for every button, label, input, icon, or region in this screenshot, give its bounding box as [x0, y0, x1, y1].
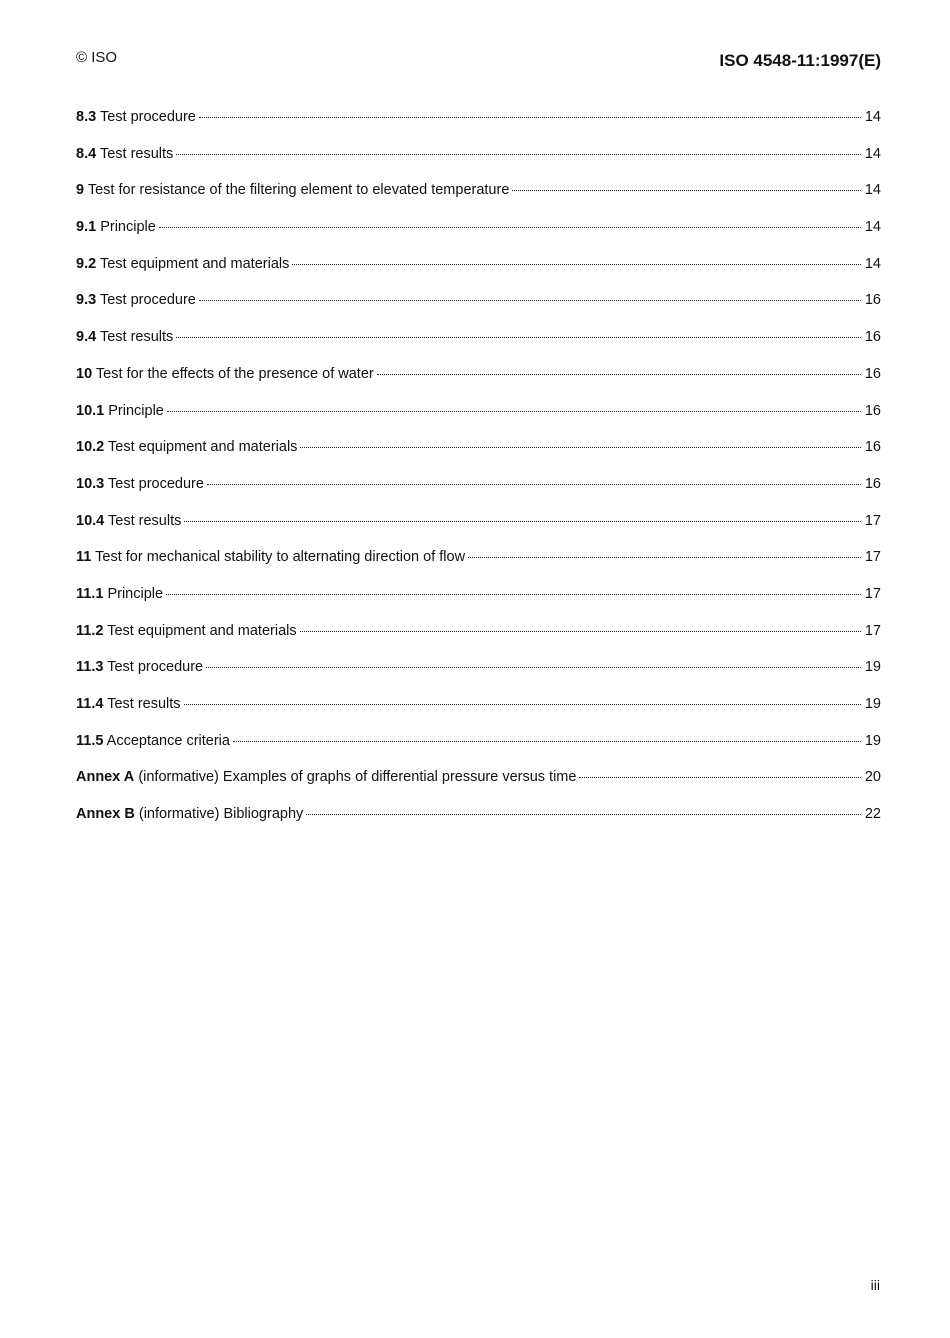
toc-entry-page: 19	[864, 696, 881, 712]
copyright-header: © ISO	[76, 49, 118, 66]
toc-entry-title	[76, 806, 303, 822]
toc-entry-number: 11.3	[76, 659, 104, 676]
dot-leader	[207, 484, 861, 485]
toc-entry-title	[76, 696, 181, 712]
toc-entry-title	[76, 769, 576, 785]
page-number: iii	[870, 1277, 880, 1293]
toc-entry[interactable]	[76, 476, 881, 513]
toc-entry-page: 17	[864, 549, 881, 566]
toc-entry-page: 17	[864, 585, 881, 602]
toc-entry-page: 17	[864, 622, 881, 639]
toc-entry[interactable]	[76, 109, 881, 146]
toc-entry-text: Acceptance criteria	[106, 732, 230, 749]
toc-entry-number: 8.3	[76, 109, 97, 125]
toc-entry-page: 19	[864, 732, 881, 749]
toc-entry-number: 10.1	[76, 402, 105, 419]
toc-entry-page: 16	[864, 292, 881, 309]
toc-entry-text: Principle	[100, 219, 156, 236]
toc-entry-text: Test procedure	[108, 475, 204, 492]
toc-entry[interactable]	[76, 439, 881, 476]
toc-entry-page: 16	[864, 439, 881, 456]
toc-entry[interactable]	[76, 292, 881, 329]
dot-leader	[292, 264, 861, 265]
toc-entry-page: 19	[864, 659, 881, 676]
toc-entry-title	[76, 403, 164, 419]
dot-leader	[184, 704, 861, 705]
toc-entry[interactable]	[76, 366, 881, 403]
document-id-header: ISO 4548-11:1997(E)	[719, 51, 881, 70]
toc-entry-page: 16	[864, 329, 881, 346]
toc-entry-number: 11.4	[76, 696, 104, 712]
toc-entry-page: 14	[864, 109, 881, 125]
toc-entry-text: Test equipment and materials	[99, 255, 290, 272]
toc-entry-title	[76, 292, 196, 308]
toc-entry[interactable]	[76, 403, 881, 440]
toc-entry[interactable]	[76, 769, 881, 806]
toc-entry[interactable]	[76, 806, 881, 843]
dot-leader	[579, 777, 861, 778]
toc-entry-number: 9.3	[76, 292, 97, 309]
toc-entry-title	[76, 366, 374, 382]
toc-entry[interactable]	[76, 182, 881, 219]
toc-entry-title	[76, 549, 465, 565]
toc-entry-title	[76, 623, 297, 639]
toc-entry[interactable]	[76, 623, 881, 660]
toc-entry-page: 14	[864, 145, 881, 162]
toc-entry[interactable]	[76, 586, 881, 623]
toc-entry-number: Annex B	[76, 806, 135, 823]
toc-entry[interactable]	[76, 696, 881, 733]
toc-entry-title	[76, 439, 297, 455]
toc-entry[interactable]	[76, 659, 881, 696]
toc-entry-text: (informative) Bibliography	[138, 806, 304, 823]
dot-leader	[377, 374, 861, 375]
dot-leader	[176, 337, 861, 338]
toc-entry-number: 10.2	[76, 439, 105, 456]
toc-entry-text: Test for mechanical stability to alternating direction of flow	[95, 549, 466, 566]
toc-entry-text: Test procedure	[99, 109, 196, 125]
toc-entry-title	[76, 219, 156, 235]
dot-leader	[199, 300, 861, 301]
dot-leader	[512, 190, 861, 191]
toc-entry-text: Test procedure	[99, 292, 196, 309]
toc-entry-page: 14	[864, 255, 881, 272]
toc-entry-title	[76, 146, 173, 162]
toc-entry-page: 17	[864, 512, 881, 529]
toc-entry[interactable]	[76, 329, 881, 366]
toc-entry-page: 16	[864, 365, 881, 382]
toc-entry[interactable]	[76, 733, 881, 770]
toc-entry-number: 11	[76, 549, 92, 566]
toc-entry-title	[76, 733, 230, 749]
toc-entry-page: 14	[864, 219, 881, 236]
toc-entry-title	[76, 659, 203, 675]
toc-entry[interactable]	[76, 219, 881, 256]
toc-entry-text: Test equipment and materials	[107, 622, 297, 639]
toc-entry-number: 11.1	[76, 585, 104, 602]
toc-entry-title	[76, 182, 509, 198]
dot-leader	[306, 814, 861, 815]
dot-leader	[167, 411, 861, 412]
toc-entry[interactable]	[76, 549, 881, 586]
toc-entry[interactable]	[76, 146, 881, 183]
toc-entry-number: 10.4	[76, 512, 105, 529]
toc-entry-number: Annex A	[76, 769, 135, 786]
toc-entry-number: 9	[76, 182, 85, 199]
toc-entry-text: Test results	[99, 145, 174, 162]
dot-leader	[300, 631, 861, 632]
toc-entry-page: 20	[864, 769, 881, 786]
dot-leader	[184, 521, 861, 522]
toc-entry-title	[76, 329, 173, 345]
toc-entry-text: Test procedure	[107, 659, 204, 676]
toc-entry[interactable]	[76, 513, 881, 550]
toc-entry-title	[76, 586, 163, 602]
toc-entry-page: 22	[864, 806, 881, 823]
toc-entry-number: 10.3	[76, 475, 105, 492]
toc-entry-text: Test results	[99, 329, 174, 346]
toc-entry-number: 9.4	[76, 329, 97, 346]
toc-entry-title	[76, 476, 204, 492]
toc-entry-text: (informative) Examples of graphs of differential pressure versus time	[138, 769, 577, 786]
toc-entry-text: Test results	[107, 696, 181, 712]
toc-entry-page: 16	[864, 402, 881, 419]
toc-entry-number: 8.4	[76, 145, 97, 162]
dot-leader	[166, 594, 861, 595]
dot-leader	[176, 154, 861, 155]
toc-entry-page: 14	[864, 182, 881, 199]
toc-entry-title	[76, 109, 196, 125]
toc-entry-title	[76, 256, 289, 272]
table-of-contents	[76, 109, 881, 843]
toc-entry[interactable]	[76, 256, 881, 293]
toc-entry-text: Principle	[108, 402, 164, 419]
dot-leader	[233, 741, 861, 742]
dot-leader	[300, 447, 861, 448]
toc-entry-text: Test results	[108, 512, 182, 529]
toc-entry-number: 9.1	[76, 219, 97, 236]
dot-leader	[206, 667, 861, 668]
dot-leader	[468, 557, 861, 558]
dot-leader	[199, 117, 861, 118]
toc-entry-text: Principle	[107, 585, 164, 602]
toc-entry-number: 11.5	[76, 732, 104, 749]
toc-entry-number: 9.2	[76, 255, 97, 272]
toc-entry-page: 16	[864, 475, 881, 492]
toc-entry-text: Test for the effects of the presence of water	[95, 365, 374, 382]
toc-entry-number: 10	[76, 365, 93, 382]
toc-entry-number: 11.2	[76, 622, 104, 639]
toc-entry-text: Test for resistance of the filtering element to elevated temperature	[87, 182, 510, 199]
toc-entry-title	[76, 513, 181, 529]
toc-entry-text: Test equipment and materials	[108, 439, 298, 456]
dot-leader	[159, 227, 861, 228]
